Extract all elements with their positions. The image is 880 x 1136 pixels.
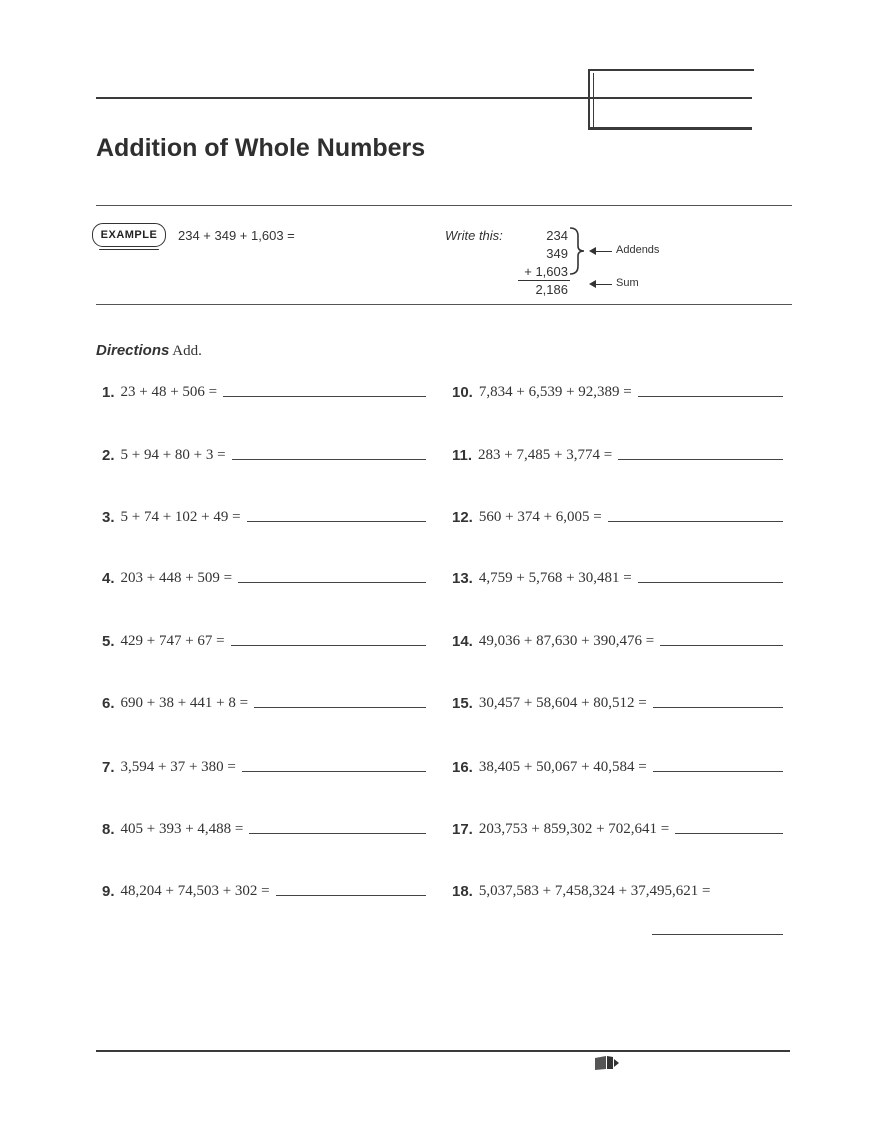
problem-7: 7. 3,594 + 37 + 380 = [102,759,426,776]
answer-blank-2[interactable] [232,458,426,460]
problem-17: 17. 203,753 + 859,302 + 702,641 = [452,821,783,838]
answer-blank-18[interactable] [652,934,783,935]
answer-blank-10[interactable] [638,395,783,397]
write-this-label: Write this: [445,228,503,243]
footer-rule [96,1050,790,1052]
sum-label: Sum [616,277,639,289]
answer-blank-5[interactable] [231,644,426,646]
example-sum: 2,186 [535,282,568,297]
problem-18: 18. 5,037,583 + 7,458,324 + 37,495,621 = [452,883,711,900]
example-addend-1: 234 [546,228,568,243]
answer-blank-7[interactable] [242,770,426,772]
problem-11: 11. 283 + 7,485 + 3,774 = [452,447,783,464]
problem-3: 3. 5 + 74 + 102 + 49 = [102,509,426,526]
problem-1: 1. 23 + 48 + 506 = [102,384,426,401]
directions-label: Directions [96,342,170,359]
directions [96,342,202,360]
addends-label: Addends [616,244,660,256]
addends-arrowhead-icon [589,247,596,255]
page-title: Addition of Whole Numbers [96,134,426,162]
problem-15: 15. 30,457 + 58,604 + 80,512 = [452,695,783,712]
problem-5: 5. 429 + 747 + 67 = [102,633,426,650]
book-icon [594,1055,620,1071]
example-addend-3: + 1,603 [524,264,568,279]
answer-blank-4[interactable] [238,581,426,583]
answer-blank-12[interactable] [608,520,783,522]
example-addend-2: 349 [546,246,568,261]
problem-10: 10. 7,834 + 6,539 + 92,389 = [452,384,783,401]
problem-14: 14. 49,036 + 87,630 + 390,476 = [452,633,783,650]
sum-arrowhead-icon [589,280,596,288]
answer-blank-1[interactable] [223,395,426,397]
problem-12: 12. 560 + 374 + 6,005 = [452,509,783,526]
answer-blank-9[interactable] [276,894,426,896]
problem-16: 16. 38,405 + 50,067 + 40,584 = [452,759,783,776]
example-sum-line [518,280,570,281]
answer-blank-8[interactable] [249,832,426,834]
problem-13: 13. 4,759 + 5,768 + 30,481 = [452,570,783,587]
addends-arrow-icon [594,251,612,252]
problem-9: 9. 48,204 + 74,503 + 302 = [102,883,426,900]
answer-blank-15[interactable] [653,706,783,708]
brace-icon [568,226,588,276]
answer-blank-6[interactable] [254,706,426,708]
example-problem: 234 + 349 + 1,603 = [178,228,295,243]
directions-text: Add. [172,343,202,359]
answer-blank-13[interactable] [638,581,783,583]
problem-4: 4. 203 + 448 + 509 = [102,570,426,587]
problem-8: 8. 405 + 393 + 4,488 = [102,821,426,838]
name-box [588,69,754,131]
problem-6: 6. 690 + 38 + 441 + 8 = [102,695,426,712]
answer-blank-17[interactable] [675,832,783,834]
problem-2: 2. 5 + 94 + 80 + 3 = [102,447,426,464]
answer-blank-14[interactable] [660,644,783,646]
answer-blank-16[interactable] [653,770,783,772]
example-bottom-rule [96,304,792,305]
example-top-rule [96,205,792,206]
answer-blank-11[interactable] [618,458,783,460]
example-badge: EXAMPLE [92,223,166,247]
sum-arrow-icon [594,284,612,285]
answer-blank-3[interactable] [247,520,426,522]
